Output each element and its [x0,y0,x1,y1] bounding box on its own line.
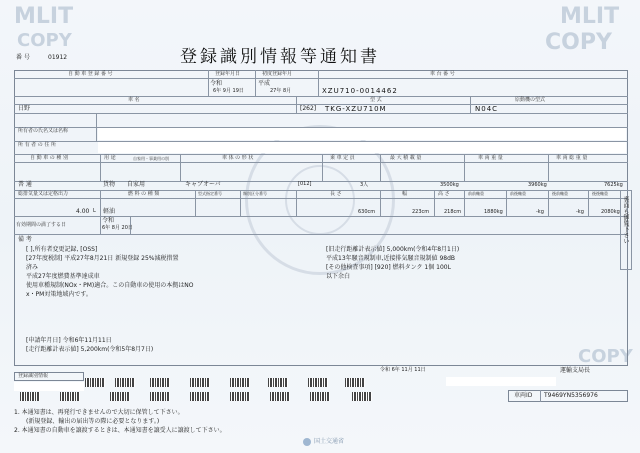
registration-era: 令和 [210,80,223,87]
vehicle-use: 貨物 [103,181,116,188]
expiry-era: 令和 [102,217,115,224]
watermark: COPY [545,30,612,55]
remark-line: [ ],所有者変更記録, [OSS] [26,246,98,253]
body-shape: キャブオーバ [185,181,221,188]
remark-line: 使用車種規制(NOx・PM)適合。この自動車の使用の本拠はNO [26,282,194,289]
model-type-code: [262] [300,105,317,112]
passenger-capacity: 3人 [360,182,369,188]
code-mark [110,392,130,401]
remark-line: [申請年月日] 令和6年11月11日 [26,337,112,344]
fuel-type: 軽油 [103,208,116,215]
label-front-rear-axle: 前後軸重 [510,191,526,196]
watermark: MLIT [560,4,620,29]
front-front-axle: 1880kg [484,209,503,215]
vehicle-kind: 普 通 [18,181,32,188]
remark-line: 平成13年騒音規制車,近接排気騒音規制値 98dB [326,255,456,262]
remarks-right [326,245,459,281]
watermark: COPY [17,30,72,51]
label-registration-number: 自 動 車 登 録 番 号 [68,71,113,77]
code-mark [150,378,170,387]
redacted-owner-address [98,142,626,153]
label-vehicle-id: 車両ID [514,392,533,399]
label-type-designation: 型式指定番号 [198,191,222,196]
issuing-office: 運輸支局長 [560,367,591,374]
max-load: 3500kg [440,182,459,188]
code-mark [230,392,250,401]
label-body-shape: 車 体 の 形 状 [222,155,254,161]
displacement-unit: L [93,208,96,214]
engine-model: N04C [475,105,499,113]
rear-front-axle: -kg [576,209,584,215]
code-mark [190,392,210,401]
label-owner-address: 所 有 者 の 住 所 [18,142,56,148]
remark-line: x・PM対策地域内です。 [26,291,92,298]
label-car-name: 車 名 [128,97,140,103]
code-mark [270,392,290,401]
remark-line: [その他検査事項] [920] 燃料タンク 1個 100L [326,264,451,271]
watermark: MLIT [14,4,74,29]
note-line: 2. 本通知書の自動車を譲渡するときは、本通知書を譲受人に譲渡して下さい。 [14,427,226,434]
label-expiry-date: 有効期間の満了する日 [16,222,67,228]
label-capacity: 乗 車 定 員 [330,155,355,161]
remark-line: 以下余白 [326,273,351,280]
code-mark [190,378,210,387]
first-registration-era: 平成 [258,80,271,87]
label-length: 長 さ [330,191,342,197]
model: TKG-XZU710M [325,105,387,113]
label-private-commercial: 自家用・事業用の別 [133,156,169,161]
label-front-front-axle: 前前軸重 [468,191,484,196]
remark-line: [走行距離計表示値] 5,200km(令和5年8月7日) [26,346,154,353]
label-remarks: 備 考 [18,236,32,243]
ministry-logo-icon [303,438,311,446]
height: 218cm [444,209,462,215]
rear-rear-axle: 2080kg [601,209,620,215]
label-first-registration: 初度登録年月 [262,71,293,77]
gross-weight: 7625kg [604,182,623,188]
note-line: 1. 本通知書は、再発行できませんので大切に保管して下さい。 [14,409,184,416]
label-registration-id: 登録識別情報 [18,373,49,379]
code-mark [268,378,288,387]
code-mark [308,378,328,387]
vehicle-weight: 3960kg [528,182,547,188]
document-number: 01912 [48,54,68,61]
car-maker: 日野 [18,105,31,112]
code-mark [230,378,250,387]
redacted-registration-id [14,382,84,391]
label-gross-weight: 車 両 総 重 量 [556,155,588,161]
label-vehicle-kind: 自 動 車 の 種 別 [30,155,68,161]
watermark: COPY [578,346,633,367]
remarks-left [26,245,193,299]
label-chassis-number: 車 台 番 号 [430,71,455,77]
displacement: 4.00 [76,208,90,215]
expiry-date: 6年 8月 20日 [102,225,133,231]
label-engine-model: 原動機の型式 [515,97,546,103]
vehicle-id: T9469YN5356976 [544,392,598,399]
footer-notes [14,408,226,435]
remark-line: [27年度税制] 平成27年8月21日 新規登録 25%減税措置 [26,255,179,262]
code-mark [60,392,80,401]
label-use: 用 途 [104,155,116,161]
code-mark [115,378,135,387]
remarks-bottom [26,336,153,354]
code-mark [20,392,40,401]
remark-line: [旧走行距離計表示値] 5,000km(令和4年8月1日) [326,246,460,253]
label-model: 型 式 [370,97,382,103]
number-label: 番 号 [16,54,30,61]
label-rear-front-axle: 後前軸重 [552,191,568,196]
note-line: (新規登録、輸出の届出等の際に必要となります。) [26,418,160,425]
label-max-load: 最 大 積 載 量 [390,155,422,161]
label-height: 高 さ [438,191,450,197]
width: 223cm [412,209,430,215]
label-vehicle-weight: 車 両 重 量 [478,155,503,161]
remark-line: 平成27年度燃費基準達成車 [26,273,100,280]
redacted-office [446,377,556,386]
code-mark [85,378,105,387]
code-mark [345,378,365,387]
front-rear-axle: -kg [536,209,544,215]
body-shape-code: [012] [298,181,312,187]
code-mark [310,392,330,401]
label-rear-rear-axle: 後後軸重 [592,191,608,196]
length: 630cm [358,209,376,215]
label-registration-date: 登録年月日 [215,71,241,77]
document-title: 登録識別情報等通知書 [180,47,380,67]
label-displacement: 総排気量又は定格出力 [18,191,69,197]
redacted-owner-name [98,128,626,140]
side-note: 裏面も御覧下さい [622,196,629,244]
private-commercial: 自家用 [127,181,146,188]
registration-date: 6年 9月 19日 [213,88,244,94]
label-width: 幅 [402,191,408,197]
chassis-number: XZU710-0014462 [322,87,398,95]
label-class-number: 類別区分番号 [243,191,267,196]
issue-date: 令和 6年 11月 11日 [380,367,426,373]
label-owner-name: 所有者の氏名又は名称 [18,128,69,134]
first-registration-date: 27年 8月 [270,88,292,94]
ministry-name: 国土交通省 [314,438,345,445]
code-mark [150,392,170,401]
label-fuel-type: 燃 料 の 種 類 [128,191,160,197]
remark-line: 済み [26,264,39,271]
code-mark [352,392,372,401]
